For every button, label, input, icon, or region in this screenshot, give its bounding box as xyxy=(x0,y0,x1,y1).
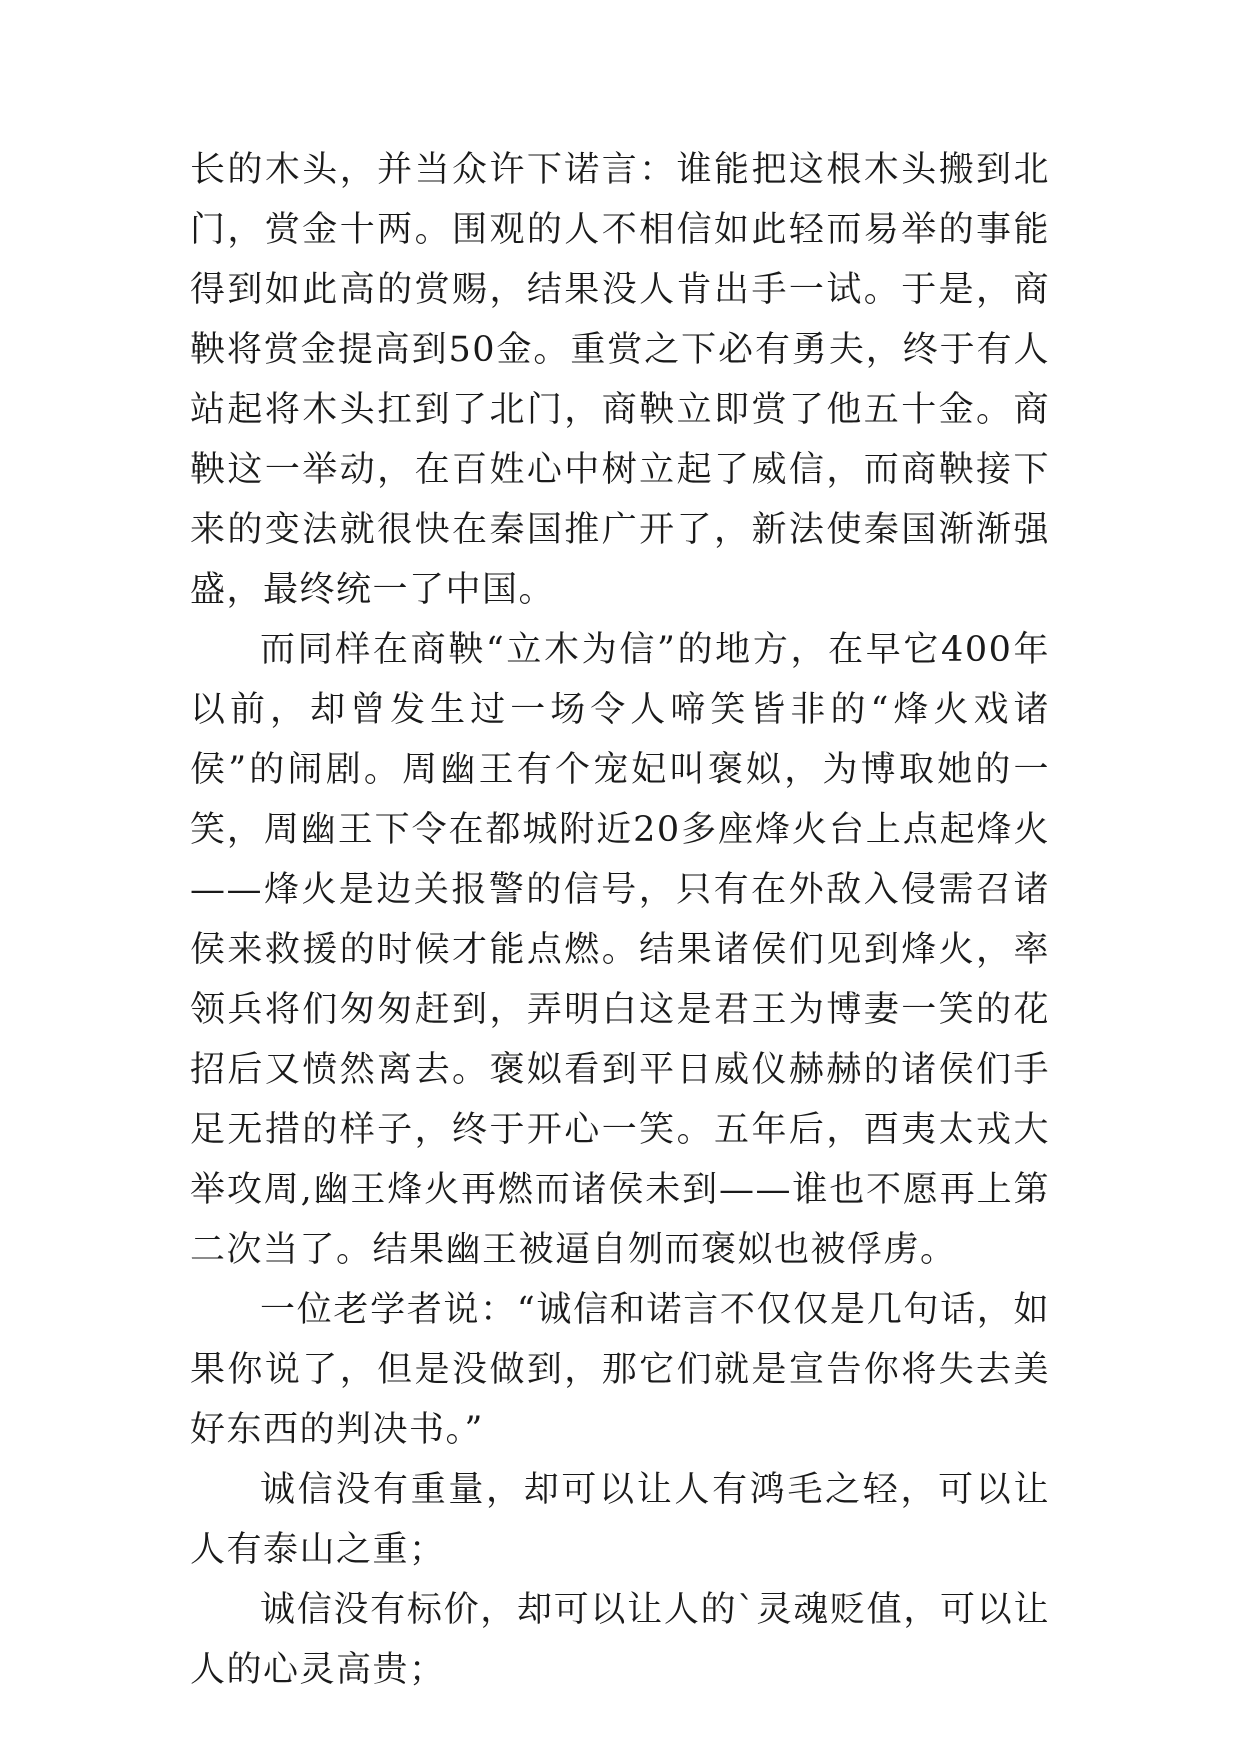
paragraph-scholar-quote: 一位老学者说：“诚信和诺言不仅仅是几句话，如果你说了，但是没做到，那它们就是宣告你将失去美好东西的判决书。” xyxy=(190,1290,1050,1450)
paragraph-beacon-fires: 而同样在商鞅“立木为信”的地方，在早它400年以前，却曾发生过一场令人啼笑皆非的“烽火戏诸侯”的闹剧。周幽王有个宠妃叫褒姒，为博取她的一笑，周幽王下令在都城附近20多座烽火台上点起烽火——烽火是边关报警的信号，只有在外敌入侵需召诸侯来救援的时候才能点燃。结果诸侯们见到烽火，率领兵将们匆匆赶到，弄明白这是君王为博妻一笑的花招后又愤然离去。褒姒看到平日威仪赫赫的诸侯们手足无措的样子，终于开心一笑。五年后，酉夷太戎大举攻周,幽王烽火再燃而诸侯未到——谁也不愿再上第二次当了。结果幽王被逼自刎而褒姒也被俘虏。 xyxy=(190,630,1050,1270)
document-body xyxy=(190,140,1050,1700)
paragraph-integrity-weight: 诚信没有重量，却可以让人有鸿毛之轻，可以让人有泰山之重； xyxy=(190,1470,1050,1570)
paragraph-shang-yang-continued: 长的木头，并当众许下诺言：谁能把这根木头搬到北门，赏金十两。围观的人不相信如此轻而易举的事能得到如此高的赏赐，结果没人肯出手一试。于是，商鞅将赏金提高到50金。重赏之下必有勇夫，终于有人站起将木头扛到了北门，商鞅立即赏了他五十金。商鞅这一举动，在百姓心中树立起了威信，而商鞅接下来的变法就很快在秦国推广开了，新法使秦国渐渐强盛，最终统一了中国。 xyxy=(190,150,1050,610)
paragraph-integrity-price: 诚信没有标价，却可以让人的`灵魂贬值，可以让人的心灵高贵； xyxy=(190,1590,1050,1690)
